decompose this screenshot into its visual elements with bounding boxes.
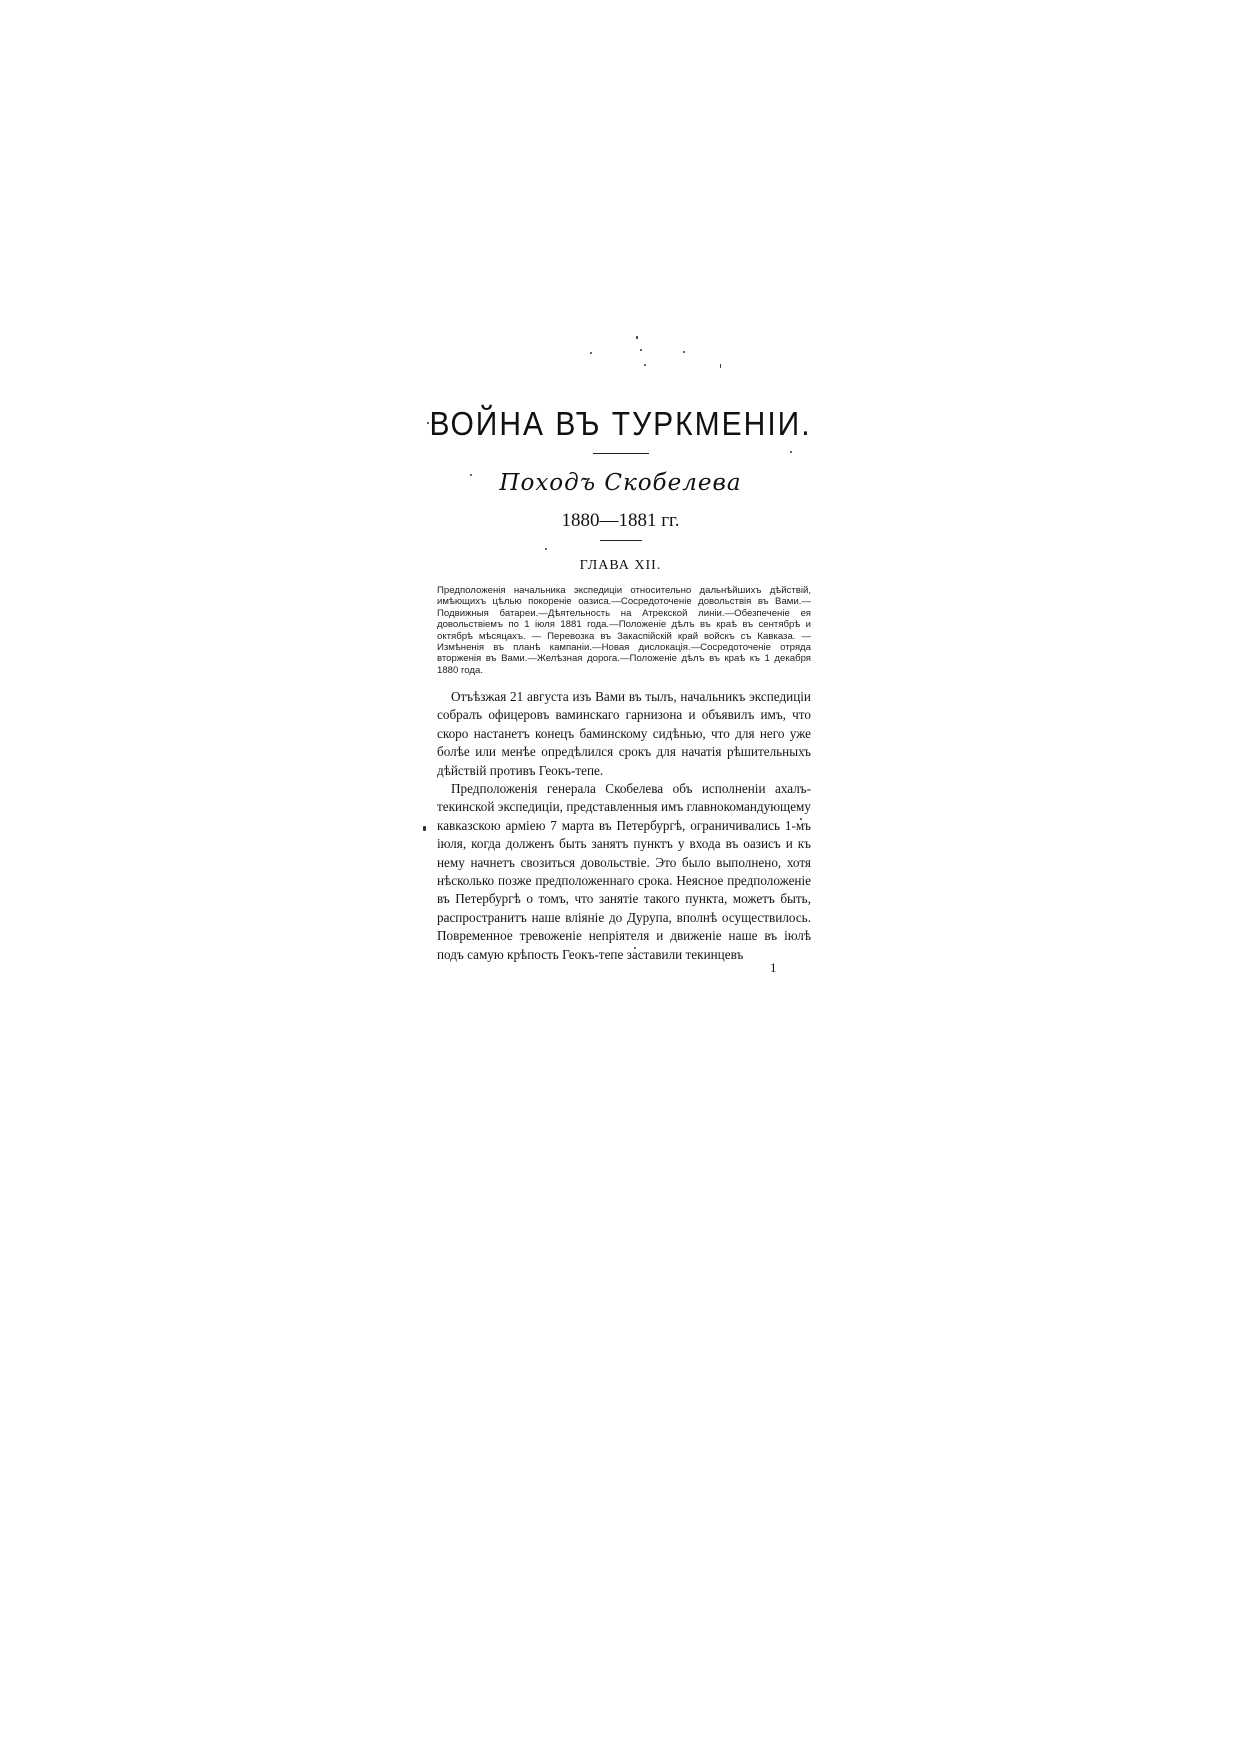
title-rule bbox=[593, 453, 649, 454]
scan-speck bbox=[590, 352, 592, 354]
scan-speck bbox=[545, 548, 547, 550]
scan-speck bbox=[720, 364, 721, 368]
paragraph: Предположенія генерала Скобелева объ исполненіи ахалъ-текинской экспедиціи, представленныя имъ главнокомандующему кавказскою арміею 7 марта въ Петербургѣ, ограничивались 1-мъ іюля, когда долженъ быть занятъ пунктъ у входа въ оазисъ и къ нему начнетъ свозиться довольствіе. Это было выполнено, хотя нѣсколько позже предположеннаго срока. Неясное предположеніе въ Петербургѣ о томъ, что занятіе такого пункта, можетъ быть, распространитъ наше вліяніе до Дурупа, вполнѣ осуществилось. Повременное тревоженіе непріятеля и движеніе наше въ іюлѣ подъ самую крѣпость Геокъ-тепе заставили текинцевъ bbox=[437, 781, 811, 962]
scan-speck bbox=[644, 364, 646, 366]
years-range: 1880—1881 гг. bbox=[561, 510, 680, 531]
chapter-heading: ГЛАВА XII. bbox=[579, 558, 662, 573]
years-rule bbox=[600, 540, 642, 541]
scan-speck bbox=[790, 451, 792, 453]
chapter-summary bbox=[437, 585, 811, 676]
scan-speck bbox=[640, 349, 642, 351]
scan-speck bbox=[636, 336, 638, 339]
scan-speck bbox=[423, 826, 426, 831]
main-text bbox=[437, 688, 811, 964]
book-subtitle: Походъ Скобелева bbox=[499, 470, 742, 496]
paragraph: Отъѣзжая 21 августа изъ Вами въ тылъ, начальникъ экспедиціи собралъ офицеровъ ваминскаго гарнизона и объявилъ имъ, что скоро настанетъ конецъ баминскому сидѣнью, что для него уже болѣе или менѣе опредѣлился срокъ для начатія рѣшительныхъ дѣйствій противъ Геокъ-тепе. bbox=[437, 689, 811, 778]
scan-speck bbox=[683, 351, 685, 353]
page-number: 1 bbox=[770, 960, 777, 975]
chapter-summary-text: Предположенія начальника экспедиціи относительно дальнѣйшихъ дѣйствій, имѣющихъ цѣлью покореніе оазиса.—Сосредоточеніе довольствія въ Вами.—Подвижныя батареи.—Дѣятельность на Атрекской линіи.—Обезпеченіе ея довольствіемъ по 1 іюля 1881 года.—Положеніе дѣлъ въ краѣ въ сентябрѣ и октябрѣ мѣсяцахъ. — Перевозка въ Закаспійскій край войскъ съ Кавказа. — Измѣненія въ планѣ кампаніи.—Новая дислокація.—Сосредоточеніе отряда вторженія въ Вами.—Желѣзная дорога.—Положеніе дѣлъ въ краѣ къ 1 декабря 1880 года. bbox=[437, 585, 811, 676]
book-title: ВОЙНА ВЪ ТУРКМЕНІИ. bbox=[429, 405, 812, 443]
